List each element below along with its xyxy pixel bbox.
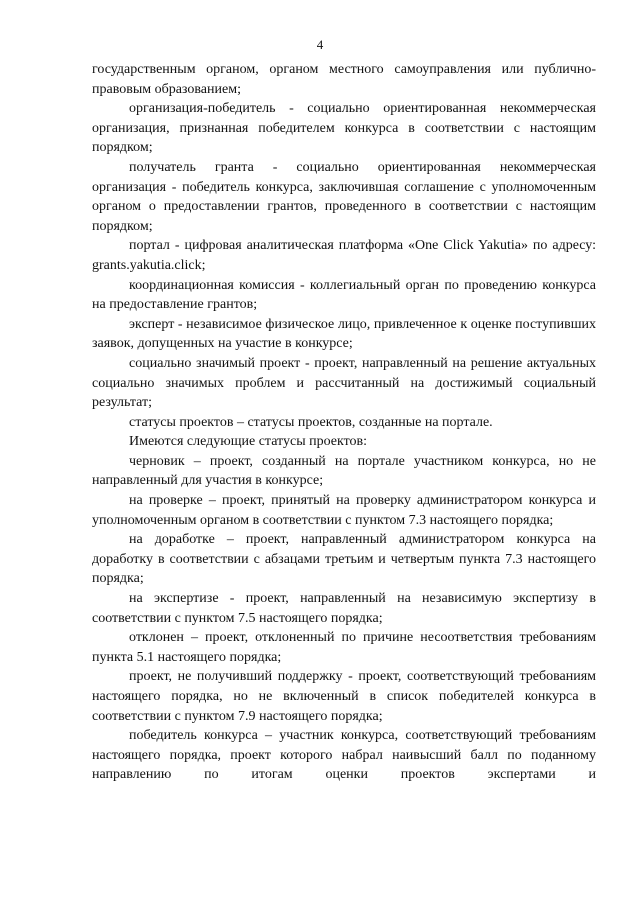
paragraph-portal: портал - цифровая аналитическая платформа «One Click Yakutia» по адресу: grants.yakutia.click;: [92, 238, 596, 273]
paragraph-status-draft: черновик – проект, созданный на портале участником конкурса, но не направленный для участия в конкурсе;: [92, 453, 596, 489]
paragraph-statuses-intro: Имеются следующие статусы проектов:: [129, 434, 368, 450]
paragraph-project-statuses: статусы проектов – статусы проектов, созданные на портале.: [129, 414, 493, 430]
paragraph-coordination-commission: координационная комиссия - коллегиальный орган по проведению конкурса на предоставление грантов;: [92, 277, 596, 313]
paragraph-status-revision: на доработке – проект, направленный администратором конкурса на доработку в соответствии с абзацами третьим и четвертым пункта 7.3 настоящего порядка;: [92, 532, 596, 587]
paragraph-status-rejected: отклонен – проект, отклоненный по причине несоответствия требованиям пункта 5.1 настоящего порядка;: [92, 630, 596, 665]
paragraph-grant-recipient: получатель гранта - социально ориентированная некоммерческая организация - победитель конкурса, заключившая соглашение с уполномоченным органом о предоставлении грантов, проведенного в соответствии с настоящим порядком;: [92, 159, 596, 234]
paragraph-contest-winner: победитель конкурса – участник конкурса, соответствующий требованиям настоящего порядка, проект которого набрал наивысший балл по поданному направлению по итогам оценки проектов экспертами и: [92, 728, 596, 783]
paragraph-status-under-review: на проверке – проект, принятый на проверку администратором конкурса и уполномоченным органом в соответствии с пунктом 7.3 настоящего порядка;: [92, 493, 596, 528]
paragraph-socially-significant-project: социально значимый проект - проект, направленный на решение актуальных социально значимых проблем и рассчитанный на достижимый социальный результат;: [92, 355, 596, 411]
paragraph-status-expertise: на экспертизе - проект, направленный на независимую экспертизу в соответствии с пунктом 7.5 настоящего порядка;: [92, 591, 596, 626]
paragraph-winning-organization: организация-победитель - социально ориентированная некоммерческая организация, признанная победителем конкурса в соответствии с настоящим порядком;: [92, 101, 596, 156]
paragraph-public-body-continuation: государственным органом, органом местного самоуправления или публично-правовым образованием;: [92, 62, 596, 97]
paragraph-status-not-supported: проект, не получивший поддержку - проект, соответствующий требованиям настоящего порядка, но не включенный в список победителей конкурса в соответствии с пунктом 7.9 настоящего порядка;: [92, 669, 596, 724]
document-body: [92, 60, 596, 785]
page-number: 4: [316, 37, 324, 52]
paragraph-expert: эксперт - независимое физическое лицо, привлеченное к оценке поступивших заявок, допущенных на участие в конкурсе;: [92, 316, 596, 352]
